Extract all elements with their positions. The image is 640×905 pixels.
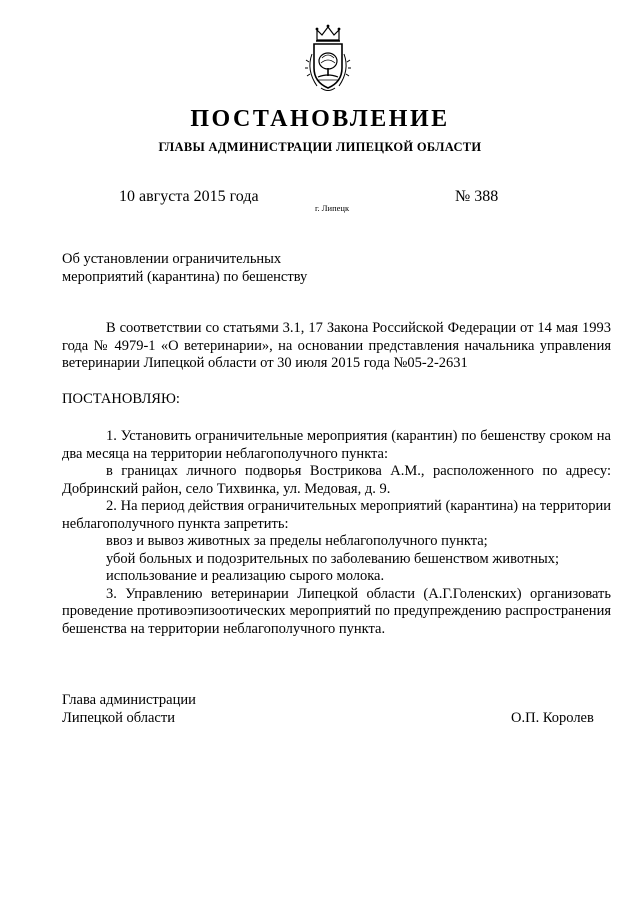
document-subject (62, 250, 342, 286)
signatory-name: О.П. Королев (511, 710, 594, 726)
coat-of-arms-icon (303, 24, 353, 94)
decree-item: использование и реализацию сырого молока. (106, 568, 385, 584)
decree-items (62, 428, 611, 638)
decree-item: 2. На период действия ограничительных мероприятий (карантина) на территории неблагополучного пункта запретить: (62, 498, 611, 532)
signatory-position-line-1: Глава администрации (62, 692, 196, 708)
decree-item: убой больных и подозрительных по заболеванию бешенством животных; (106, 550, 560, 567)
signatory-position-line-2: Липецкой области (62, 709, 175, 726)
preamble-paragraph: В соответствии со статьями 3.1, 17 Закона Российской Федерации от 14 мая 1993 года № 4979-1 «О ветеринарии», на основании представления начальника управления ветеринарии Липецкой области от 30 июля 2015 года №05-2-2631 (62, 320, 611, 371)
decree-heading: ПОСТАНОВЛЯЮ: (62, 391, 180, 407)
decree-item: ввоз и вывоз животных за пределы неблагополучного пункта; (106, 533, 488, 549)
signatory-position (62, 692, 196, 727)
document-title: ПОСТАНОВЛЕНИЕ (190, 106, 450, 132)
subject-line-1: Об установлении ограничительных (62, 251, 282, 267)
decree-item: 1. Установить ограничительные мероприятия (карантин) по бешенству сроком на два месяца на территории неблагополучного пункта: (62, 428, 611, 462)
decree-item: в границах личного подворья Вострикова А.М., расположенного по адресу: Добринский район, село Тихвинка, ул. Медовая, д. 9. (62, 463, 611, 497)
subject-line-2: мероприятий (карантина) по бешенству (62, 269, 308, 285)
document-subtitle: ГЛАВЫ АДМИНИСТРАЦИИ ЛИПЕЦКОЙ ОБЛАСТИ (158, 140, 482, 154)
document-date: 10 августа 2015 года (119, 188, 259, 205)
decree-item: 3. Управлению ветеринарии Липецкой области (А.Г.Голенских) организовать проведение противоэпизоотических мероприятий по предупреждению распространения бешенства на территории неблагополучного пункта. (62, 585, 611, 637)
document-city: г. Липецк (315, 203, 350, 213)
document-number: № 388 (455, 188, 499, 205)
